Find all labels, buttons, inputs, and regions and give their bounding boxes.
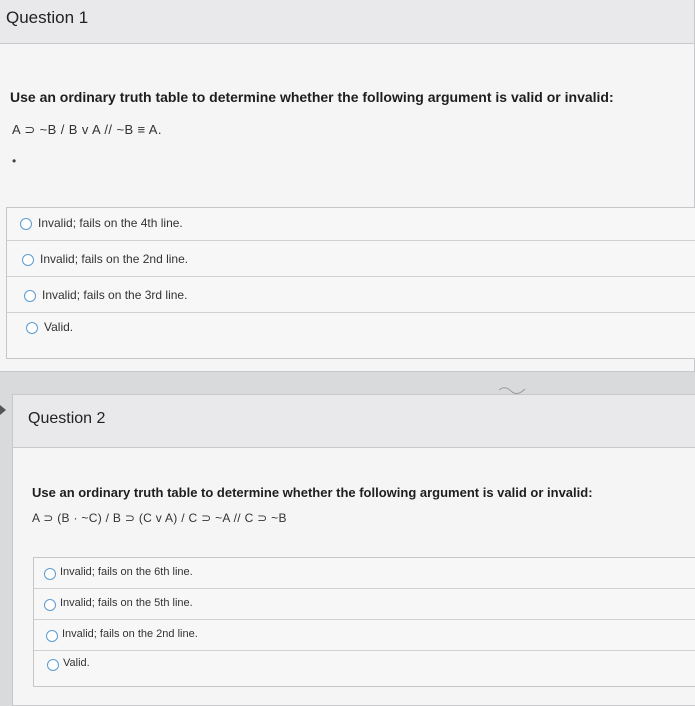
q1-option-label: Valid.: [44, 320, 74, 334]
q1-option-label: Invalid; fails on the 3rd line.: [42, 288, 188, 302]
q1-option-invalid-3rd-line[interactable]: [7, 280, 695, 313]
q2-option-label: Valid.: [63, 657, 90, 669]
q1-option-valid[interactable]: [7, 312, 695, 345]
q1-option-invalid-4th-line[interactable]: [7, 208, 695, 241]
q1-option-label: Invalid; fails on the 2nd line.: [40, 252, 189, 266]
q2-option-invalid-5th-line[interactable]: [34, 589, 695, 620]
current-question-arrow-icon: [0, 405, 6, 415]
radio-button-icon[interactable]: [20, 218, 32, 230]
question-2-title: Question 2: [28, 410, 106, 427]
question-1-header: [0, 0, 694, 44]
radio-button-icon[interactable]: [22, 254, 34, 266]
q2-option-label: Invalid; fails on the 2nd line.: [62, 628, 198, 640]
question-2-prompt: Use an ordinary truth table to determine whether the following argument is valid or invalid:: [32, 485, 593, 500]
question-1-prompt: Use an ordinary truth table to determine whether the following argument is valid or invalid:: [10, 89, 614, 105]
question-2-options: [33, 557, 695, 687]
bullet-dot: •: [12, 154, 17, 168]
radio-button-icon[interactable]: [44, 599, 56, 611]
q2-option-valid[interactable]: [34, 649, 695, 680]
question-2-argument: A ⊃ (B · ~C) / B ⊃ (C v A) / C ⊃ ~A // C ⊃ ~B: [32, 511, 287, 525]
question-1-options: [6, 207, 695, 359]
question-2-header: [13, 395, 695, 448]
question-1-title: Question 1: [6, 8, 89, 27]
radio-button-icon[interactable]: [47, 659, 59, 671]
q2-option-invalid-6th-line[interactable]: [34, 558, 695, 589]
question-1-argument: A ⊃ ~B / B v A // ~B ≡ A.: [12, 122, 162, 137]
radio-button-icon[interactable]: [24, 290, 36, 302]
q2-option-label: Invalid; fails on the 6th line.: [60, 566, 193, 578]
radio-button-icon[interactable]: [46, 630, 58, 642]
radio-button-icon[interactable]: [44, 568, 56, 580]
q1-option-label: Invalid; fails on the 4th line.: [38, 216, 183, 230]
q2-option-label: Invalid; fails on the 5th line.: [60, 597, 193, 609]
radio-button-icon[interactable]: [26, 322, 38, 334]
question-2-panel: [12, 394, 695, 706]
q1-option-invalid-2nd-line[interactable]: [7, 244, 695, 277]
q2-option-invalid-2nd-line[interactable]: [34, 620, 695, 651]
